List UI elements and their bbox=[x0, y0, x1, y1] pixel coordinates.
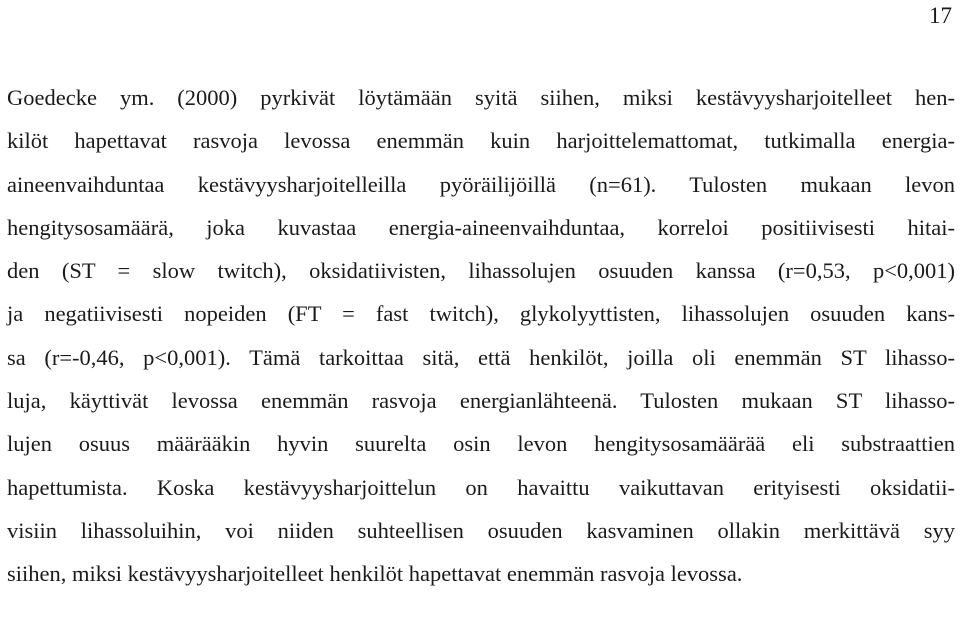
text-line: ja negatiivisesti nopeiden (FT = fast twitch), glykolyyttisten, lihassolujen osuuden kans- bbox=[7, 301, 955, 327]
text-line: luja, käyttivät levossa enemmän rasvoja energianlähteenä. Tulosten mukaan ST lihasso- bbox=[7, 388, 955, 414]
text-line: aineenvaihduntaa kestävyysharjoitelleilla pyöräilijöillä (n=61). Tulosten mukaan levon bbox=[7, 171, 955, 197]
body-paragraph bbox=[7, 76, 955, 596]
text-line: lujen osuus määrääkin hyvin suurelta osin levon hengitysosamäärää eli substraattien bbox=[7, 431, 955, 457]
text-line: hapettumista. Koska kestävyysharjoittelun on havaittu vaikuttavan erityisesti oksidatii- bbox=[7, 474, 955, 500]
text-line: hengitysosamäärä, joka kuvastaa energia-aineenvaihduntaa, korreloi positiivisesti hitai- bbox=[7, 214, 955, 240]
page-number: 17 bbox=[929, 3, 952, 28]
text-line: siihen, miksi kestävyysharjoitelleet henkilöt hapettavat enemmän rasvoja levossa. bbox=[7, 561, 743, 587]
text-line: sa (r=-0,46, p<0,001). Tämä tarkoittaa sitä, että henkilöt, joilla oli enemmän ST lihasso- bbox=[7, 344, 955, 370]
text-line: Goedecke ym. (2000) pyrkivät löytämään syitä siihen, miksi kestävyysharjoitelleet hen- bbox=[7, 85, 955, 110]
text-line: kilöt hapettavat rasvoja levossa enemmän kuin harjoittelemattomat, tutkimalla energia- bbox=[7, 128, 955, 154]
text-line: den (ST = slow twitch), oksidatiivisten, lihassolujen osuuden kanssa (r=0,53, p<0,001) bbox=[7, 258, 955, 284]
text-line: visiin lihassoluihin, voi niiden suhteellisen osuuden kasvaminen ollakin merkittävä syy bbox=[7, 517, 955, 543]
